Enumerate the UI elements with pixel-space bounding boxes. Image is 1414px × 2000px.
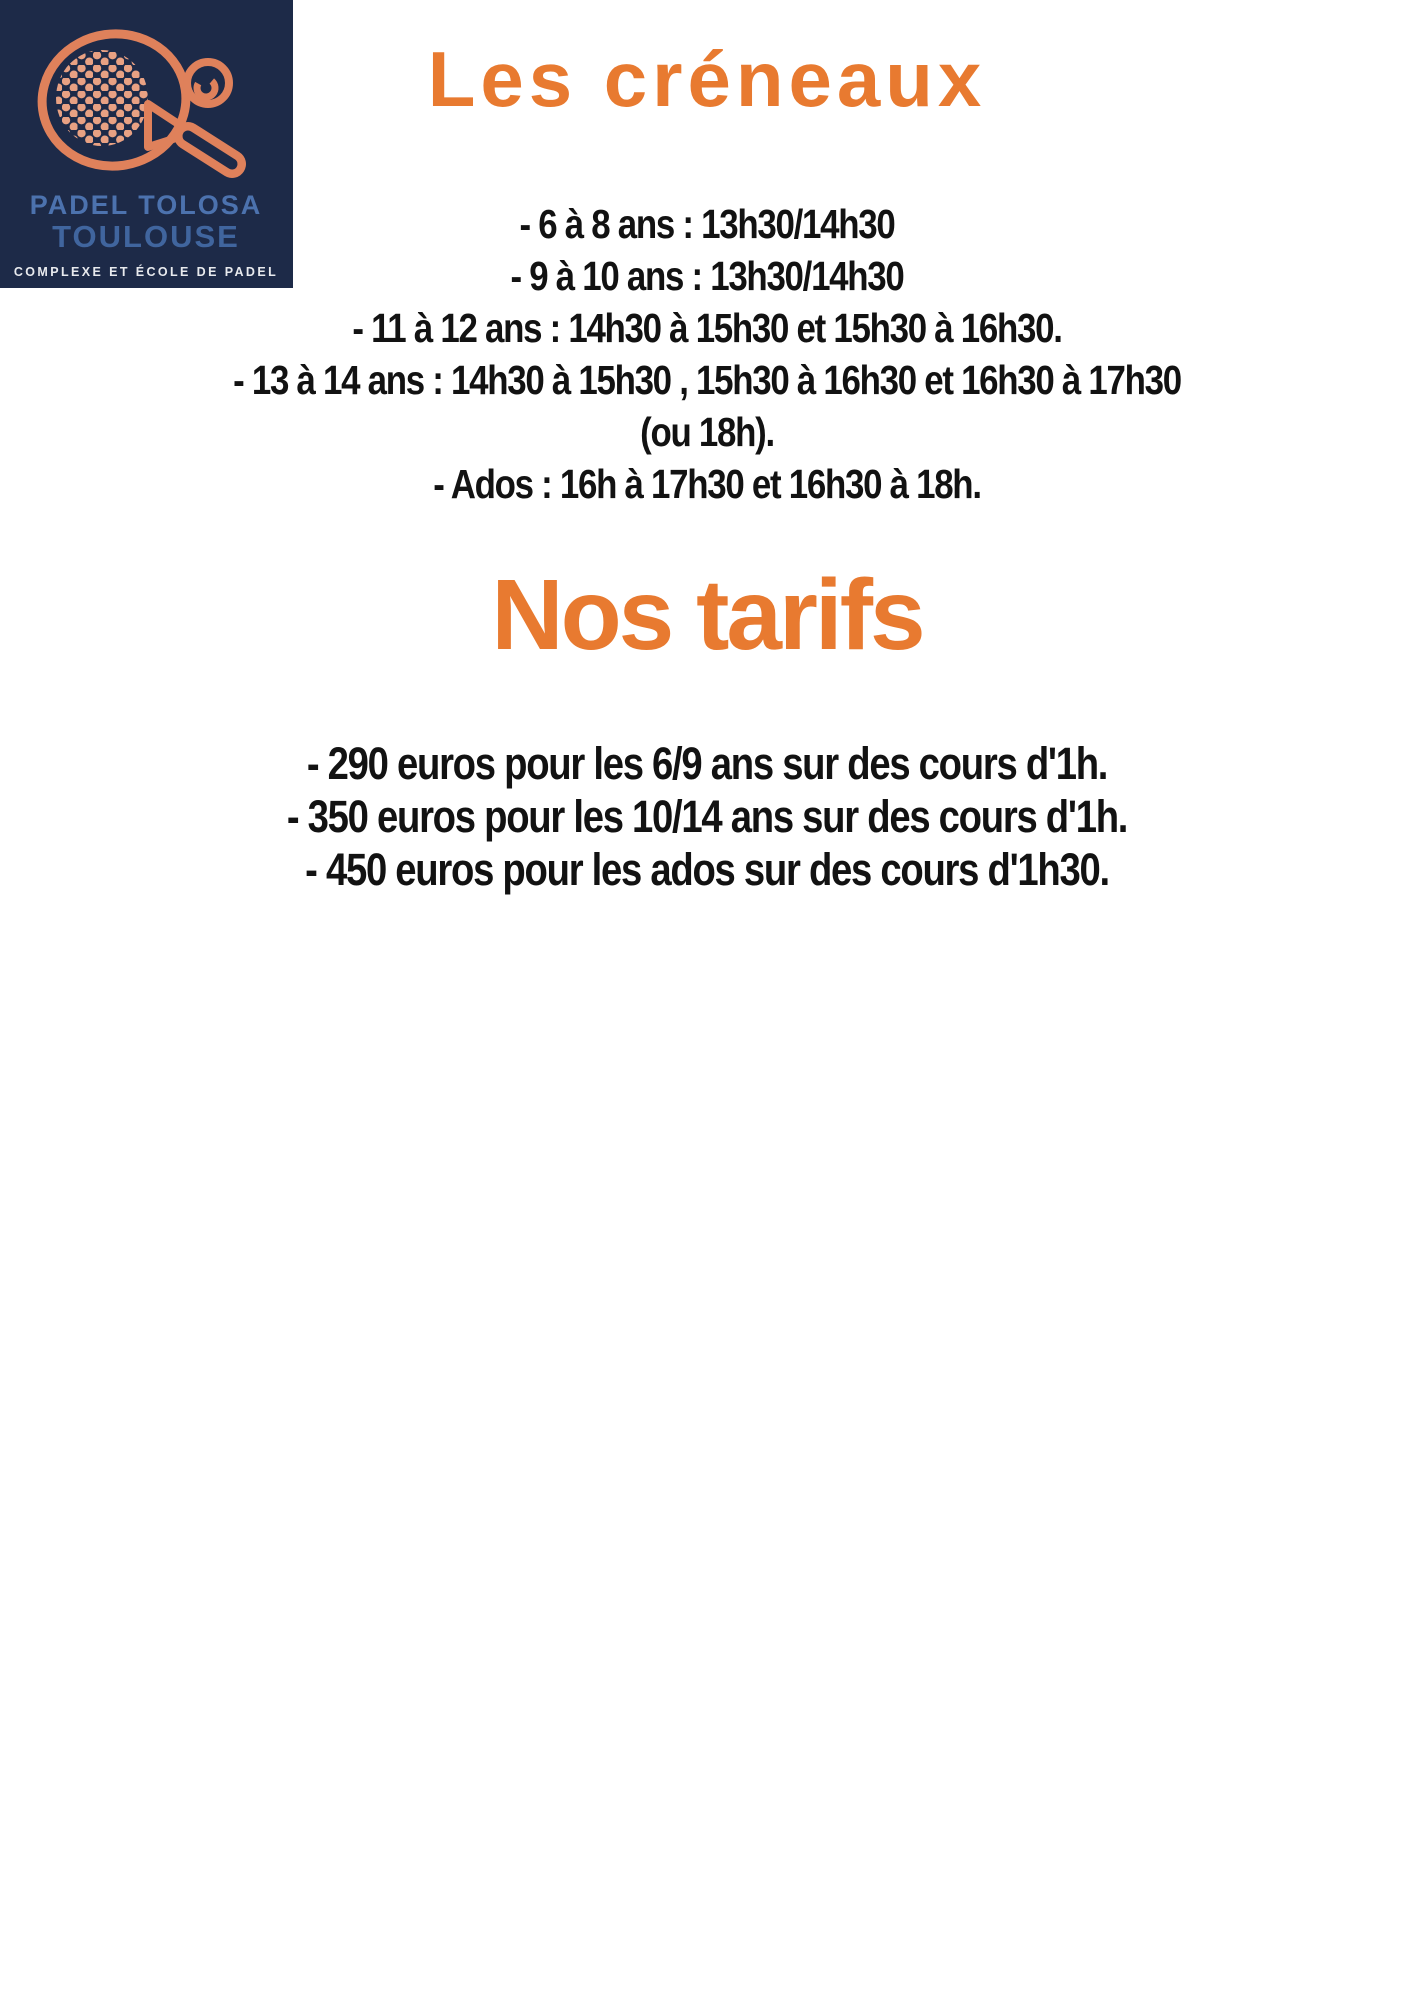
- creneaux-item-4-continuation: (ou 18h).: [640, 409, 774, 455]
- creneaux-item-5: - Ados : 16h à 17h30 et 16h30 à 18h.: [433, 461, 981, 507]
- logo-name-line2: TOULOUSE: [52, 219, 240, 254]
- logo-tagline: COMPLEXE ET ÉCOLE DE PADEL: [13, 265, 279, 279]
- creneaux-item-3: - 11 à 12 ans : 14h30 à 15h30 et 15h30 à 16h30.: [352, 305, 1062, 351]
- tarif-item-1: - 290 euros pour les 6/9 ans sur des cours d'1h.: [306, 738, 1108, 789]
- tarifs-section-title: Nos tarifs: [491, 559, 923, 671]
- creneaux-item-1: - 6 à 8 ans : 13h30/14h30: [519, 201, 895, 247]
- tarif-item-3: - 450 euros pour les ados sur des cours d'1h30.: [305, 844, 1109, 895]
- creneaux-item-4: - 13 à 14 ans : 14h30 à 15h30 , 15h30 à 16h30 et 16h30 à 17h30: [233, 357, 1181, 403]
- tarifs-list: [106, 737, 1308, 896]
- tarif-item-2: - 350 euros pour les 10/14 ans sur des cours d'1h.: [286, 791, 1128, 842]
- logo-name-line1: PADEL TOLOSA: [29, 190, 263, 220]
- creneaux-item-2: - 9 à 10 ans : 13h30/14h30: [510, 253, 904, 299]
- creneaux-list: [106, 198, 1308, 510]
- creneaux-section-title: Les créneaux: [427, 35, 987, 123]
